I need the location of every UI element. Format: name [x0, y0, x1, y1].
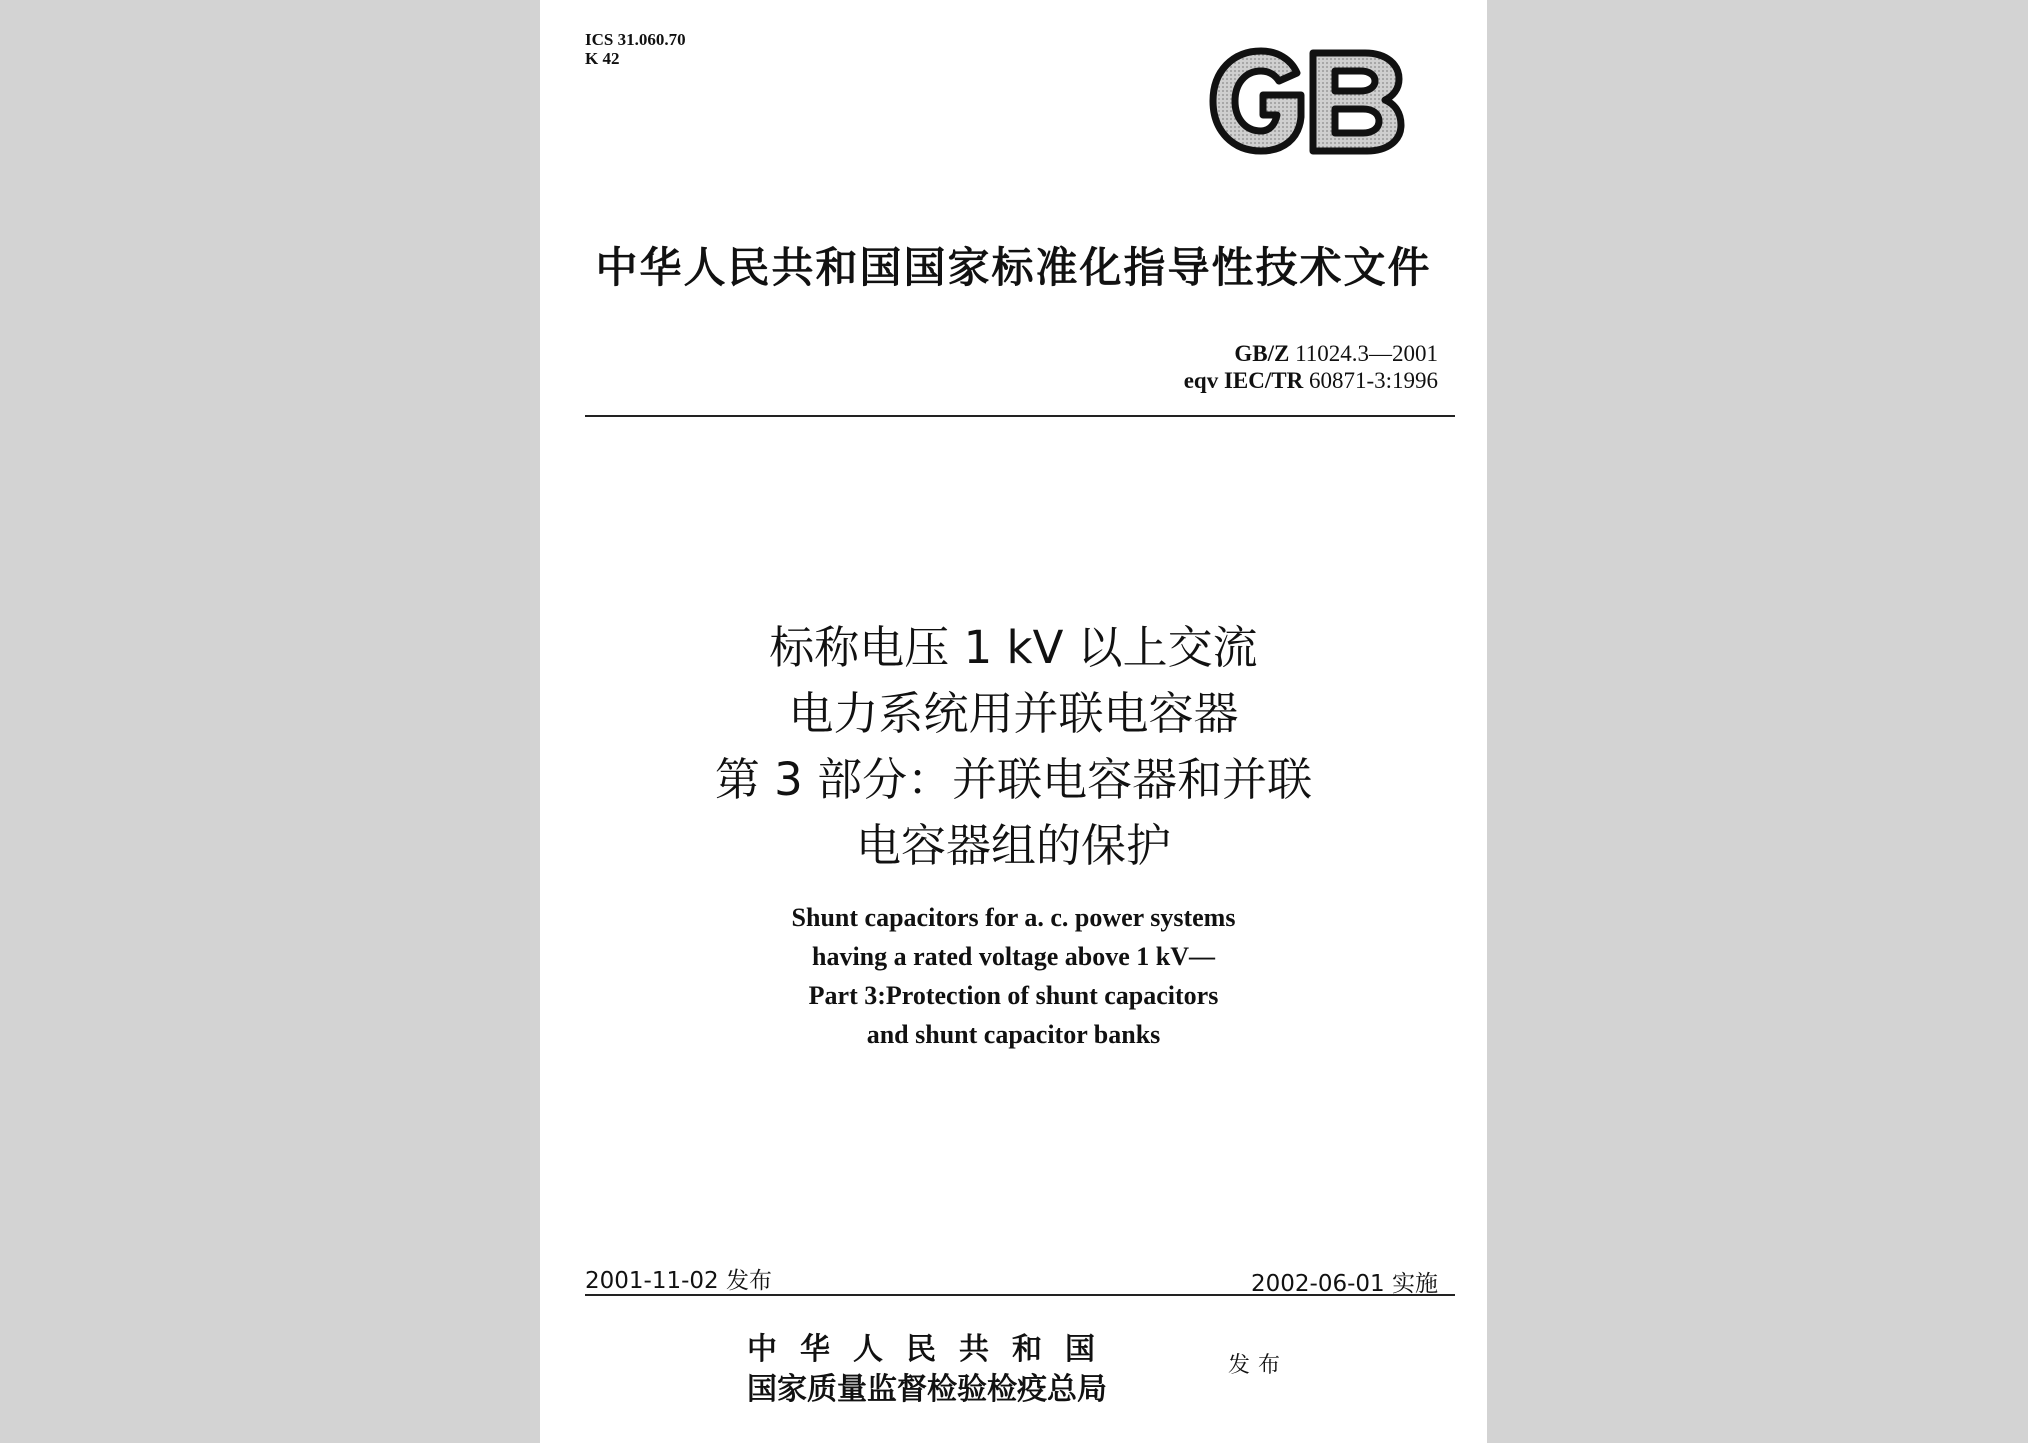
chinese-title-line: 第 3 部分：并联电容器和并联 [714, 753, 1313, 806]
equivalent-standard [1184, 367, 1438, 394]
document-category-title: 中华人民共和国国家标准化指导性技术文件 [595, 243, 1432, 292]
chinese-title-line: 电容器组的保护 [855, 819, 1171, 872]
english-title [540, 898, 1487, 1054]
footer-divider [585, 1294, 1455, 1296]
standard-number-value: 11024.3—2001 [1295, 341, 1438, 366]
standard-number [1184, 340, 1438, 367]
issuer-line: 中华人民共和国 [747, 1332, 1118, 1367]
issuing-authority [747, 1330, 1118, 1410]
equivalent-standard-value: 60871-3:1996 [1308, 368, 1438, 393]
chinese-title [540, 615, 1487, 879]
classification-codes [585, 30, 686, 68]
english-title-line: and shunt capacitor banks [866, 1020, 1161, 1049]
issue-date: 2001-11-02 发布 [585, 1268, 772, 1294]
english-title-line: Shunt capacitors for a. c. power systems [791, 903, 1236, 932]
publish-label: 发布 [1228, 1353, 1289, 1378]
equivalent-standard-prefix: eqv IEC/TR [1183, 368, 1304, 393]
standard-number-prefix: GB/Z [1234, 341, 1290, 366]
implementation-date: 2002-06-01 实施 [1251, 1271, 1438, 1297]
ics-code: ICS 31.060.70 [585, 30, 686, 49]
document-page [540, 0, 1487, 1443]
ccs-code: K 42 [585, 49, 620, 68]
issuer-line: 国家质量监督检验检疫总局 [747, 1372, 1107, 1407]
header-divider [585, 415, 1455, 417]
english-title-line: having a rated voltage above 1 kV— [812, 942, 1215, 971]
english-title-line: Part 3:Protection of shunt capacitors [808, 981, 1219, 1010]
chinese-title-line: 标称电压 1 kV 以上交流 [769, 621, 1258, 674]
gb-logo [1205, 45, 1405, 157]
standard-number-block [1184, 340, 1438, 394]
chinese-title-line: 电力系统用并联电容器 [788, 687, 1239, 740]
